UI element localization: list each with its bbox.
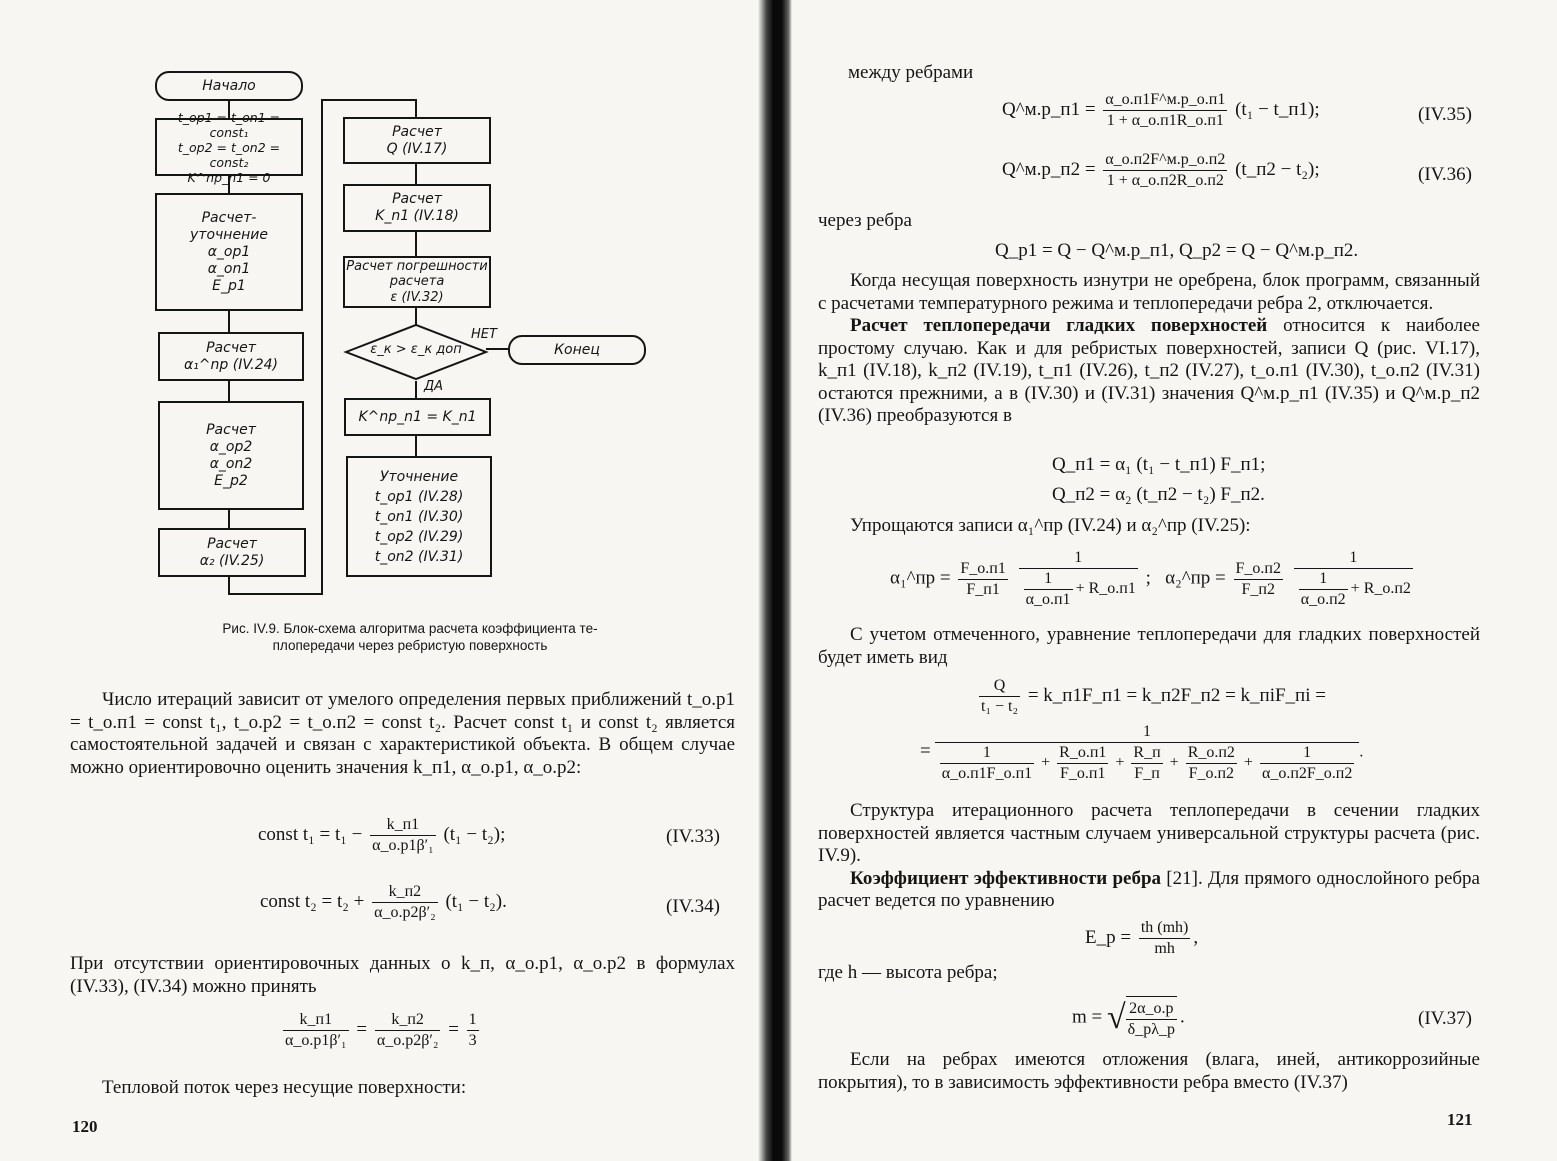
- flow-calc-alpha2: Расчет α₂ (IV.25): [158, 528, 306, 577]
- equation-main-top: $\frac{Q}{\text{t₁ − t₂}}$ = k_п1F_п1 = k_п2F_п2 = k_пiF_пi =: [981, 677, 1326, 715]
- flow-calc-alpha1: Расчет α₁^np (IV.24): [158, 332, 304, 381]
- page-number-left: 120: [72, 1117, 98, 1136]
- right-line-through-ribs: через ребра: [818, 210, 912, 231]
- flow-calc-k: Расчет K_n1 (IV.18): [343, 184, 491, 232]
- flow-refine-1: Расчет- уточнение α_op1 α_on1 E_p1: [155, 193, 303, 311]
- right-paragraph-5: Структура итерационного расчета теплопередачи в сечении гладких поверхностей является частным случаем универсальной структуры расчета (рис. IV.9). Коэффициент эффективности ребра [21]. Для прямого однослойного ребра расчет ведется по уравнению: [818, 800, 1480, 911]
- right-paragraph-3: Упрощаются записи α₁^пр (IV.24) и α₂^пр (IV.25):: [850, 515, 1251, 536]
- equation-main-fraction: = 1 1 α_о.п1F_о.п1 + R_о.п1 F_о.п1 + R_п F_п + R_о.п2 F_о.п2 + 1 α_о.п2F_о.п2 .: [920, 723, 1364, 782]
- right-line-between-ribs: между ребрами: [848, 62, 974, 83]
- right-paragraph-7: Если на ребрах имеются отложения (влага, иней, антикоррозийные покрытия), то в зависимость эффективности ребра вместо (IV.37): [818, 1049, 1480, 1093]
- left-page: [0, 0, 770, 1161]
- equation-ratio: k_п1 α_о.р1β′₁ = k_п2 α_о.р2β′₂ = $\frac{1}{3}$: [285, 1011, 477, 1049]
- equation-iv33: const t₁ = t₁ − k_п1 α_о.р1β′₁ (t₁ − t₂);: [258, 816, 506, 854]
- decision-label: ε_к > ε_к доп: [370, 342, 462, 357]
- right-paragraph-4: С учетом отмеченного, уравнение теплопередачи для гладких поверхностей будет иметь вид: [818, 624, 1480, 668]
- equation-number-iv37: (IV.37): [1418, 1008, 1473, 1029]
- heading-smooth-surfaces: Расчет теплопередачи гладких поверхностей: [850, 315, 1268, 336]
- equation-qp: Q_р1 = Q − Q^м.р_п1, Q_р2 = Q − Q^м.р_п2.: [995, 240, 1359, 261]
- equation-qn1: Q_п1 = α₁ (t₁ − t_п1) F_п1;: [1052, 454, 1266, 475]
- equation-alpha-np: α₁^пр = F_о.п1 F_п1 1 1 α_о.п1 + R_о.п1 ; α₂^пр = F_о.п2 F_п2 1 1 α_о.п2 + R_о.п2: [890, 549, 1411, 608]
- right-page: [790, 0, 1557, 1161]
- flow-refine-3: Уточнение t_op1 (IV.28) t_on1 (IV.30) t_op2 (IV.29) t_on2 (IV.31): [346, 456, 492, 577]
- flow-calc-error: Расчет погрешности расчета ε (IV.32): [343, 256, 491, 308]
- left-paragraph-3: Тепловой поток через несущие поверхности:: [102, 1077, 467, 1098]
- equation-number-iv36: (IV.36): [1418, 164, 1473, 185]
- equation-number-iv33: (IV.33): [666, 826, 721, 847]
- decision-no-label: НЕТ: [471, 327, 497, 342]
- equation-number-iv35: (IV.35): [1418, 104, 1473, 125]
- page-number-right: 121: [1447, 1110, 1473, 1129]
- flow-end: Конец: [508, 335, 646, 365]
- equation-number-iv34: (IV.34): [666, 896, 721, 917]
- equation-iv35: Q^м.р_п1 = α_о.п1F^м.р_о.п1 1 + α_о.п1R_о.п1 (t₁ − t_п1);: [1002, 91, 1320, 129]
- right-line-where-h: где h — высота ребра;: [818, 962, 998, 983]
- equation-qn2: Q_п2 = α₂ (t_п2 − t₂) F_п2.: [1052, 484, 1265, 505]
- equation-iv36: Q^м.р_п2 = α_о.п2F^м.р_о.п2 1 + α_о.п2R_о.п2 (t_п2 − t₂);: [1002, 151, 1320, 189]
- equation-iv37: m = √ 2α_о.р δ_рλ_р .: [1072, 996, 1185, 1040]
- figure-caption: Рис. IV.9. Блок-схема алгоритма расчета коэффициента те- плопередачи через ребристую поверхность: [222, 621, 598, 653]
- left-paragraph-2: При отсутствии ориентировочных данных о k_п, α_о.р1, α_о.р2 в формулах (IV.33), (IV.34) можно принять: [70, 953, 736, 997]
- flow-refine-2: Расчет α_op2 α_on2 E_p2: [158, 401, 304, 510]
- right-paragraph-1: Когда несущая поверхность изнутри не оребрена, блок программ, связанный с расчетами температурного режима и теплопередачи ребра 2, отключается. Расчет теплопередачи гладких поверхностей относится к наиболее простому случаю. Как и для ребристых поверхностей, записи Q (рис. VI.17), k_п1 (IV.18), k_п2 (IV.19), t_п1 (IV.26), t_п2 (IV.27), t_о.п1 (IV.30), t_о.п2 (IV.31) остаются прежними, а в (IV.30) и (IV.31) значения Q^м.р_п1 (IV.35) и Q^м.р_п2 (IV.36) преобразуются в: [818, 270, 1480, 426]
- heading-rib-efficiency: Коэффициент эффективности ребра: [850, 867, 1162, 889]
- equation-ep: E_р = $\frac{th (mh)}{mh}$ ,: [1085, 919, 1199, 957]
- left-paragraph-1: Число итераций зависит от умелого определения первых приближений t_о.р1 = t_о.п1 = const t₁, t_о.р2 = t_о.п2 = const t₂. Расчет const t₁ и const t₂ является самостоятельной задачей и связан с характеристикой объекта. В общем случае можно ориентировочно оценить значения k_п1, α_о.р1, α_о.р2:: [70, 689, 735, 778]
- flow-init: t_op1 = t_on1 = const₁ t_op2 = t_on2 = const₂ K^np_n1 = 0: [155, 118, 303, 176]
- flow-assign: K^np_n1 = K_n1: [344, 398, 491, 436]
- decision-yes-label: ДА: [424, 379, 444, 394]
- equation-iv34: const t₂ = t₂ + k_п2 α_о.р2β′₂ (t₁ − t₂).: [260, 883, 507, 921]
- flow-start: Начало: [155, 71, 303, 101]
- flow-calc-q: Расчет Q (IV.17): [343, 117, 491, 164]
